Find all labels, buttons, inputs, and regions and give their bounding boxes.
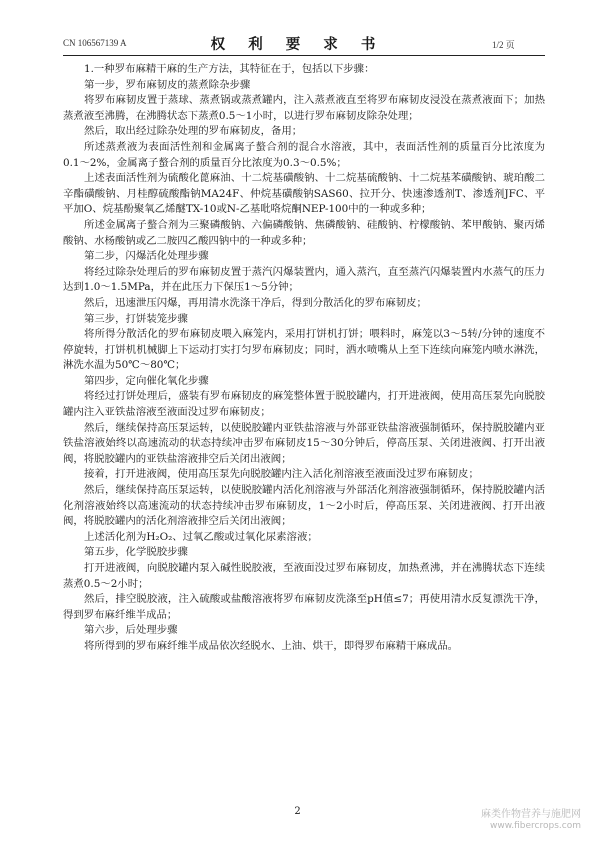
- step-heading: 第四步，定向催化氧化步骤: [84, 374, 209, 387]
- claim-paragraph: 将所得分散活化的罗布麻韧皮喂入麻笼内，采用打饼机打饼；喂料时，麻笼以3～5转/分钟的速度不停旋转，打饼机机械脚上下运动打实打匀罗布麻韧皮；同时，洒水喷嘴从上至下连续向麻笼内喷水淋洗，淋洗水温为50℃～80℃；: [63, 328, 545, 372]
- claim-paragraph: 然后，继续保持高压泵运转，以使脱胶罐内活化剂溶液与外部活化剂溶液强制循环，保持脱胶罐内活化剂溶液始终以高速流动的状态持续冲击罗布麻韧皮，1～2小时后，停高压泵、关闭进液阀、打开出液阀，将脱胶罐内的活化剂溶液排空后关闭出液阀；: [63, 484, 545, 528]
- page-number: 2: [294, 806, 301, 817]
- step-heading: 第六步，后处理步骤: [84, 624, 178, 637]
- claim-paragraph: 打开进液阀，向脱胶罐内泵入碱性脱胶液，至液面没过罗布麻韧皮，加热煮沸，并在沸腾状态下连续蒸煮0.5～2小时；: [63, 562, 545, 590]
- claim-intro: 1.一种罗布麻精干麻的生产方法，其特征在于，包括以下步骤：: [84, 63, 375, 75]
- claims-body: [63, 62, 545, 655]
- claim-paragraph: 接着，打开进液阀，使用高压泵先向脱胶罐内注入活化剂溶液至液面没过罗布麻韧皮；: [84, 468, 479, 481]
- claim-paragraph: 然后，继续保持高压泵运转，以使脱胶罐内亚铁盐溶液与外部亚铁盐溶液强制循环，保持脱胶罐内亚铁盐溶液始终以高速流动的状态持续冲击罗布麻韧皮15～30分钟后，停高压泵、关闭进液阀、打开出液阀，将脱胶罐内的亚铁盐溶液排空后关闭出液阀；: [63, 421, 545, 465]
- step-heading: 第五步，化学脱胶步骤: [84, 546, 188, 559]
- step-heading: 第三步，打饼装笼步骤: [84, 312, 188, 325]
- claim-paragraph: 将经过除杂处理后的罗布麻韧皮置于蒸汽闪爆装置内，通入蒸汽，直至蒸汽闪爆装置内水蒸气的压力达到1.0～1.5MPa，并在此压力下保压1～5分钟；: [63, 265, 545, 294]
- header-patent-number: CN 106567139 A: [63, 38, 127, 48]
- step-heading: 第一步，罗布麻韧皮的蒸煮除杂步骤: [84, 78, 251, 91]
- claim-paragraph: 然后，迅速泄压闪爆，再用清水洗涤干净后，得到分散活化的罗布麻韧皮；: [84, 296, 427, 309]
- step-heading: 第二步，闪爆活化处理步骤: [84, 250, 209, 263]
- claim-paragraph: 然后，取出经过除杂处理的罗布麻韧皮，备用；: [84, 125, 303, 138]
- watermark: [481, 809, 581, 832]
- document-title: 权 利 要 求 书: [210, 36, 385, 53]
- claim-paragraph: 然后，排空脱胶液，注入硫酸或盐酸溶液将罗布麻韧皮洗涤至pH值≤7；再使用清水反复漂洗干净，得到罗布麻纤维半成品；: [63, 593, 545, 621]
- claim-paragraph: 将罗布麻韧皮置于蒸球、蒸煮锅或蒸煮罐内，注入蒸煮液直至将罗布麻韧皮浸没在蒸煮液面下；加热蒸煮液至沸腾，在沸腾状态下蒸煮0.5～1小时，以进行罗布麻韧皮除杂处理；: [63, 94, 545, 122]
- claim-paragraph: 所述金属离子螯合剂为三聚磷酸钠、六偏磷酸钠、焦磷酸钠、硅酸钠、柠檬酸钠、苯甲酸钠、聚丙烯酸钠、水杨酸钠或乙二胺四乙酸四钠中的一种或多种；: [63, 218, 545, 247]
- watermark-text: 麻类作物营养与施肥网: [481, 809, 581, 820]
- claim-paragraph: 将经过打饼处理后，盛装有罗布麻韧皮的麻笼整体置于脱胶罐内，打开进液阀，使用高压泵先向脱胶罐内注入亚铁盐溶液至液面没过罗布麻韧皮；: [63, 390, 545, 419]
- header-rule: [63, 55, 545, 56]
- watermark-url: www.fibercrops.com: [490, 821, 581, 831]
- claim-paragraph: 所述蒸煮液为表面活性剂和金属离子螯合剂的混合水溶液，其中，表面活性剂的质量百分比浓度为0.1～2%，金属离子螯合剂的质量百分比浓度为0.3～0.5%；: [63, 140, 545, 169]
- claim-paragraph: 上述表面活性剂为硫酸化蓖麻油、十二烷基磺酸钠、十二烷基硫酸钠、十二烷基苯磺酸钠、琥珀酸二辛酯磺酸钠、月桂醇硫酸酯钠MA24F、仲烷基磺酸钠SAS60、拉开分、快速渗透剂T、渗透剂JFC、平平加O、烷基酚聚氧乙烯醚TX-10或N-乙基吡咯烷酮NEP-100中的一种或多种；: [63, 172, 545, 216]
- claim-paragraph: 将所得到的罗布麻纤维半成品依次经脱水、上油、烘干，即得罗布麻精干麻成品。: [84, 639, 459, 652]
- header-page-indicator: 1/2 页: [492, 40, 515, 50]
- claim-paragraph: 上述活化剂为H₂O₂、过氧乙酸或过氧化尿素溶液；: [84, 530, 318, 543]
